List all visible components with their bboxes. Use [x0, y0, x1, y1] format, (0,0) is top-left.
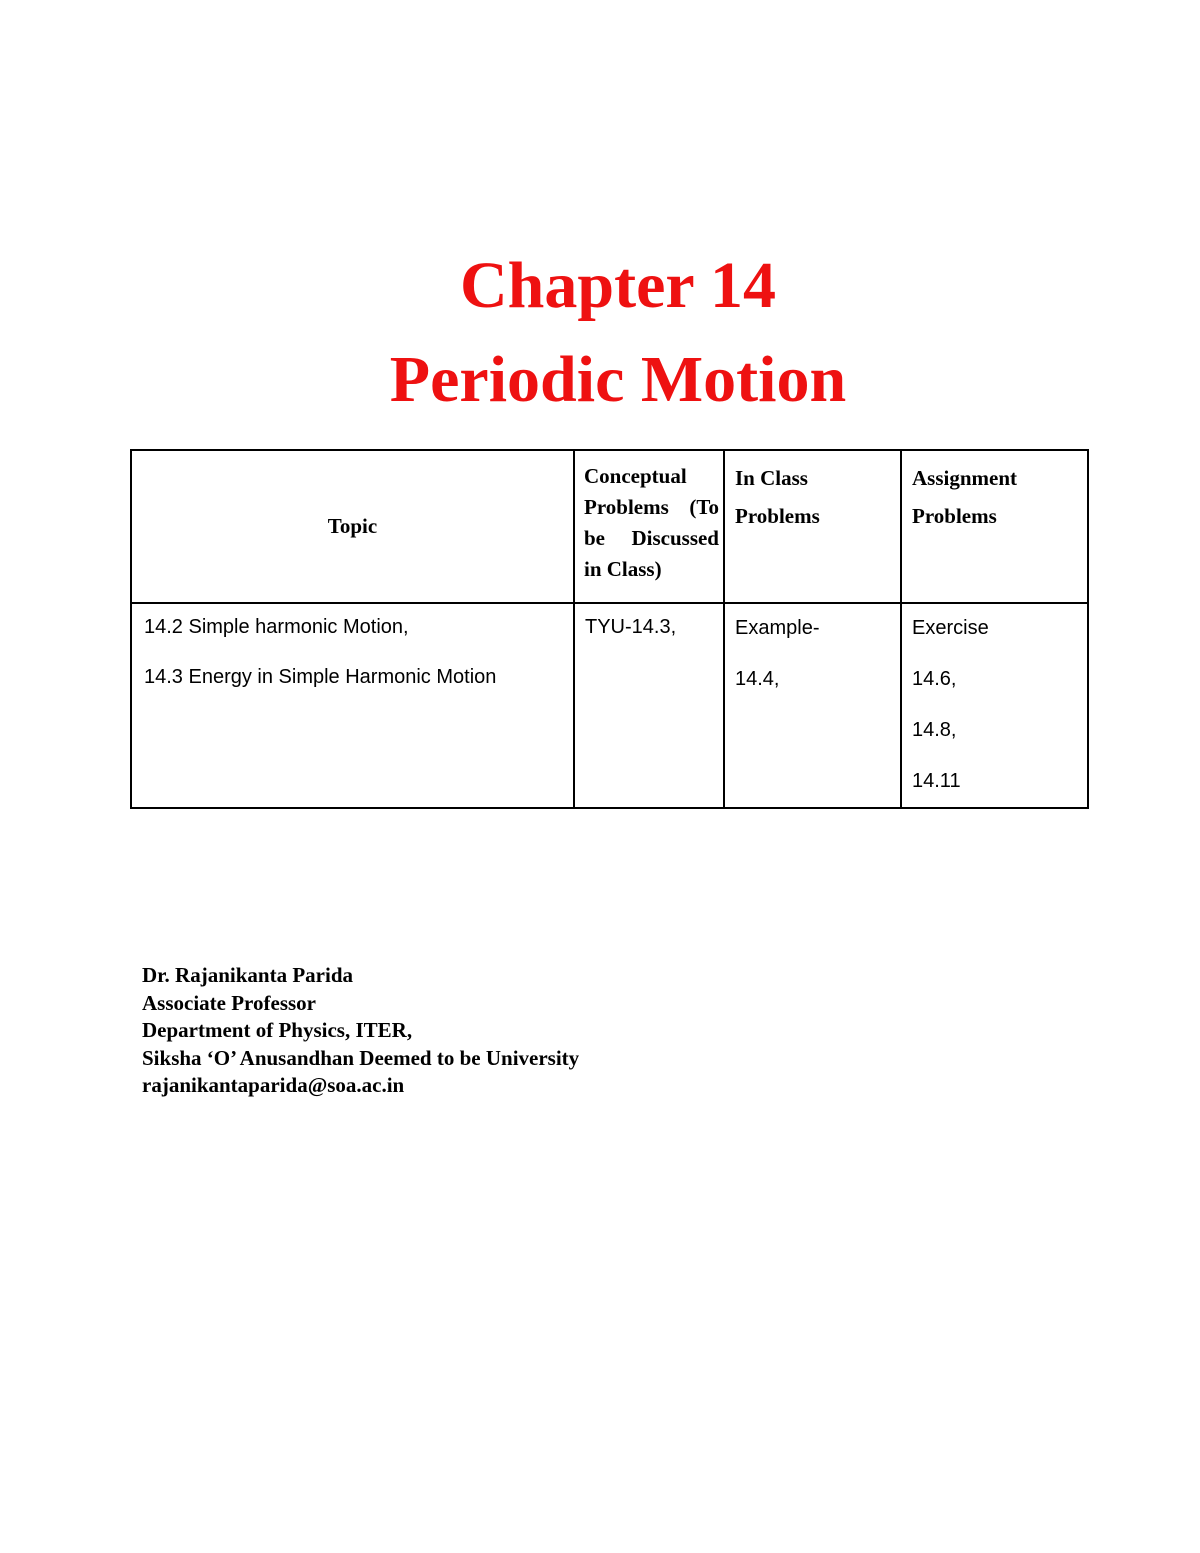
topic-cell: [131, 603, 574, 808]
in-class-item: Example-: [735, 617, 820, 639]
author-name: Dr. Rajanikanta Parida: [142, 963, 353, 987]
assignment-item: 14.6,: [912, 668, 957, 690]
author-block: [142, 962, 579, 1100]
header-assignment-problems: [901, 450, 1088, 603]
author-university: Siksha ‘O’ Anusandhan Deemed to be University: [142, 1045, 580, 1070]
table-row: [131, 603, 1088, 808]
conceptual-cell: [574, 603, 724, 808]
header-in-class-line2: Problems: [735, 504, 820, 528]
author-email[interactable]: rajanikantaparida@soa.ac.in: [142, 1073, 405, 1097]
chapter-name-title: Periodic Motion: [389, 343, 847, 416]
header-assignment-line2: Problems: [912, 504, 997, 528]
topic-item: 14.3 Energy in Simple Harmonic Motion: [144, 666, 497, 688]
topic-item: 14.2 Simple harmonic Motion,: [144, 616, 409, 638]
header-topic: Topic: [131, 450, 574, 603]
assignment-cell: [901, 603, 1088, 808]
chapter-number-title: Chapter 14: [460, 249, 776, 322]
header-assignment-line1: Assignment: [912, 466, 1018, 490]
author-designation: Associate Professor: [142, 990, 316, 1015]
assignment-item: 14.8,: [912, 719, 957, 741]
assignment-item: 14.11: [912, 770, 961, 792]
conceptual-item: TYU-14.3,: [585, 616, 677, 638]
in-class-cell: [724, 603, 901, 808]
problems-table: [130, 449, 1089, 809]
assignment-item: Exercise: [912, 617, 989, 639]
author-department: Department of Physics, ITER,: [142, 1018, 413, 1042]
header-in-class-problems: [724, 450, 901, 603]
header-in-class-line1: In Class: [735, 466, 808, 490]
in-class-item: 14.4,: [735, 668, 780, 690]
table-header-row: [131, 450, 1088, 603]
header-conceptual-problems: [574, 450, 724, 603]
header-conceptual-label: Conceptual Problems (To be Discussed in Class): [584, 464, 719, 581]
